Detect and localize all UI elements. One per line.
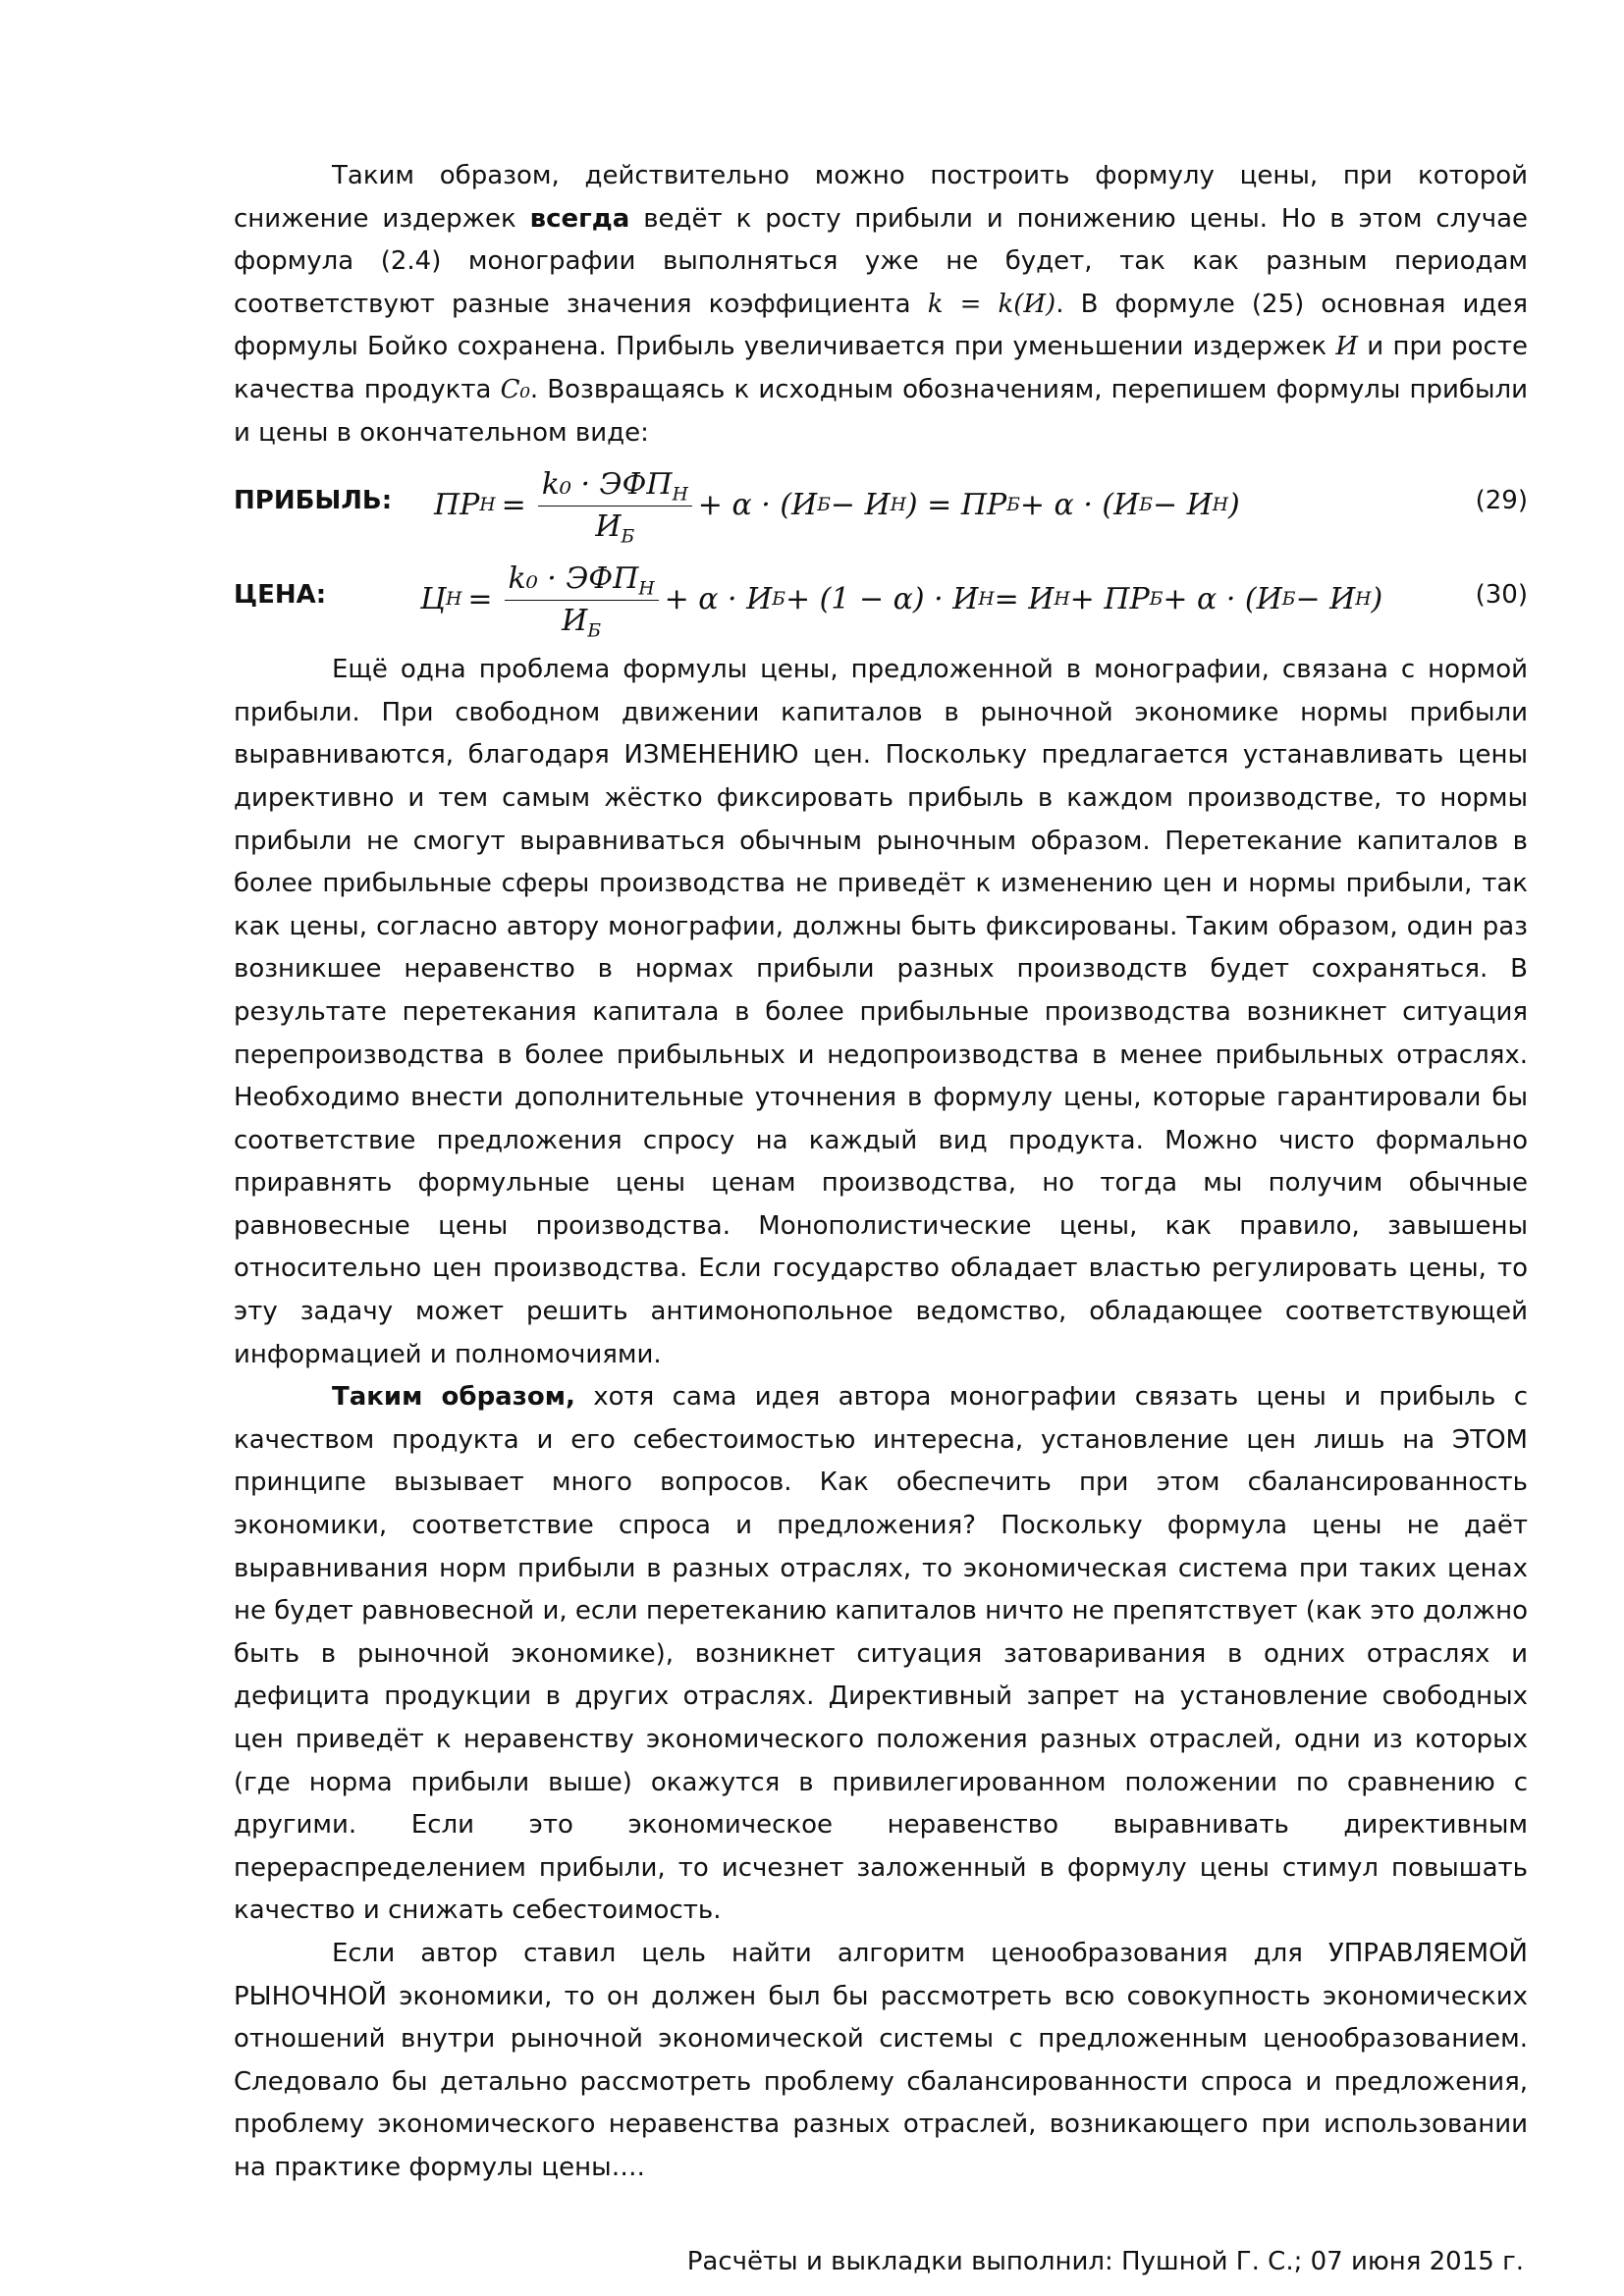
math-k-of-i: k = k(И): [927, 289, 1056, 319]
paragraph-1: Таким образом, действительно можно построить формулу цены, при которой снижение издержек всегда ведёт к росту прибыли и понижению цены. Но в этом случае формула (2.4) монографии выполняться уже не будет, так как разным периодам соответствуют разные значения коэффициента k = k(И). В формуле (25) основная идея формулы Бойко сохранена. Прибыль увеличивается при уменьшении издержек И и при росте качества продукта C₀. Возвращаясь к исходным обозначениям, перепишем формулы прибыли и цены в окончательном виде:: [234, 161, 1528, 448]
math-i: И: [1335, 332, 1359, 362]
paragraph-4: Если автор ставил цель найти алгоритм ценообразования для УПРАВЛЯЕМОЙ РЫНОЧНОЙ экономики, то он должен был бы рассмотреть всю совокупность экономических отношений внутри рыночной экономической системы с предложенным ценообразованием. Следовало бы детально рассмотреть проблему сбалансированности спроса и предложения, проблему экономического неравенства разных отраслей, возникающего при использовании на практике формулы цены….: [234, 1938, 1528, 2182]
fraction: $\frac{k_0 \cdot ЭФП_Н}{И_Б}$: [538, 466, 692, 546]
formula-label: ПРИБЫЛЬ:: [234, 486, 393, 516]
signature-line: Расчёты и выкладки выполнил: Пушной Г. С.; 07 июня 2015 г.: [686, 2246, 1524, 2276]
fraction: $\frac{k_0 \cdot ЭФП_Н}{И_Б}$: [505, 561, 659, 640]
paragraph-2: Ещё одна проблема формулы цены, предложенной в монографии, связана с нормой прибыли. При свободном движении капиталов в рыночной экономике нормы прибыли выравниваются, благодаря ИЗМЕНЕНИЮ цен. Поскольку предлагается устанавливать цены директивно и тем самым жёстко фиксировать прибыль в каждом производстве, то нормы прибыли не смогут выравниваться обычным рыночным образом. Перетекание капиталов в более прибыльные сферы производства не приведёт к изменению цен и нормы прибыли, так как цены, согласно автору монографии, должны быть фиксированы. Таким образом, один раз возникшее неравенство в нормах прибыли разных производств будет сохраняться. В результате перетекания капитала в более прибыльные производства возникнет ситуация перепроизводства в более прибыльных и недопроизводства в менее прибыльных отраслях. Необходимо внести дополнительные уточнения в формулу цены, которые гарантировали бы соответствие предложения спросу на каждый вид продукта. Можно чисто формально приравнять формульные цены ценам производства, но тогда мы получим обычные равновесные цены производства. Монополистические цены, как правило, завышены относительно цен производства. Если государство обладает властью регулировать цены, то эту задачу может решить антимонопольное ведомство, обладающее соответствующей информацией и полномочиями.: [234, 655, 1528, 1369]
formula-label: ЦЕНА:: [234, 580, 327, 611]
formula-price: [234, 553, 1528, 647]
formula-expression: Ц Н = $\frac{k_0 \cdot ЭФП_Н}{И_Б}$ + α · И Б + (1 − α) · И Н = И Н + ПР Б + α · (И Б − И Н ): [420, 561, 1383, 642]
formula-number: (30): [1475, 580, 1528, 611]
math-c0: C₀: [500, 374, 530, 404]
paragraph-3: Таким образом, хотя сама идея автора монографии связать цены и прибыль с качеством продукта и его себестоимостью интересна, установление цен лишь на ЭТОМ принципе вызывает много вопросов. Как обеспечить при этом сбалансированность экономики, соответствие спроса и предложения? Поскольку формула цены не даёт выравнивания норм прибыли в разных отраслях, то экономическая система при таких ценах не будет равновесной и, если перетеканию капиталов ничто не препятствует (как это должно быть в рыночной экономике), возникнет ситуация затоваривания в одних отраслях и дефицита продукции в других отраслях. Директивный запрет на установление свободных цен приведёт к неравенству экономического положения разных отраслей, одни из которых (где норма прибыли выше) окажутся в привилегированном положении по сравнению с другими. Если это экономическое неравенство выравнивать директивным перераспределением прибыли, то исчезнет заложенный в формулу цены стимул повышать качество и снижать себестоимость.: [234, 1382, 1528, 1926]
formula-expression: ПР Н = $\frac{k_0 \cdot ЭФП_Н}{И_Б}$ + α · (И Б − И Н ) = ПР Б + α · (И Б − И Н ): [434, 466, 1240, 548]
formula-number: (29): [1475, 486, 1528, 516]
document-page: [234, 155, 1528, 2283]
formula-profit: [234, 458, 1528, 553]
